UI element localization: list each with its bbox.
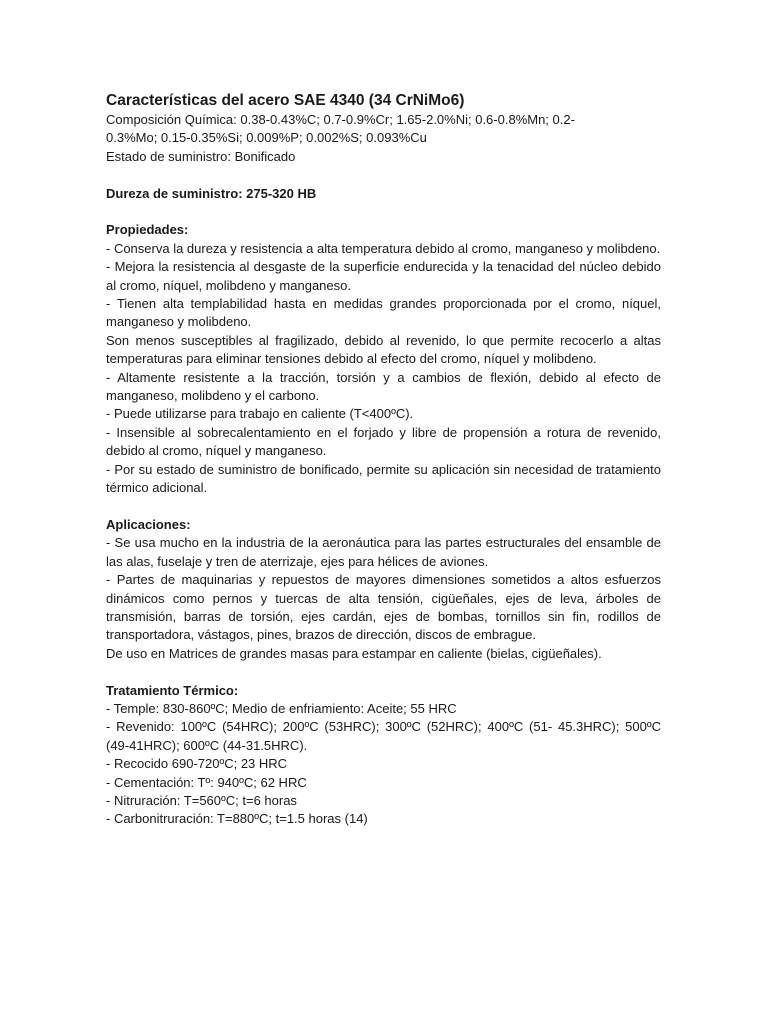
composition-line-2: 0.3%Mo; 0.15-0.35%Si; 0.009%P; 0.002%S; 0.093%Cu [106, 130, 427, 146]
heat-treatment-item: - Carbonitruración: T=880ºC; t=1.5 horas (14) [106, 811, 368, 827]
applications-heading: Aplicaciones: [106, 516, 191, 532]
property-item: - Insensible al sobrecalentamiento en el forjado y libre de propensión a rotura de revenido, debido al cromo, níquel y manganeso. [106, 424, 661, 459]
spacer [106, 203, 661, 221]
supply-state: Estado de suministro: Bonificado [106, 148, 296, 164]
property-item: - Mejora la resistencia al desgaste de la superficie endurecida y la tenacidad del núcleo debido al cromo, níquel, molibdeno y manganeso. [106, 259, 661, 293]
properties-heading: Propiedades: [106, 222, 189, 238]
property-item: Son menos susceptibles al fragilizado, debido al revenido, lo que permite recocerlo a altas temperaturas para eliminar tensiones debido al efecto del cromo, níquel y molibdeno. [106, 332, 661, 367]
spacer [106, 663, 661, 681]
heat-treatment-item: - Nitruración: T=560ºC; t=6 horas [106, 792, 297, 808]
composition-line-1: Composición Química: 0.38-0.43%C; 0.7-0.9%Cr; 1.65-2.0%Ni; 0.6-0.8%Mn; 0.2- [106, 112, 575, 127]
application-item: - Partes de maquinarias y repuestos de mayores dimensiones sometidos a altos esfuerzos dinámicos como pernos y tuercas de alta tensión, cigüeñales, ejes de leva, árboles de transmisión, barras de torsión, ejes cardán, ejes de bombas, tornillos sin fin, rodillos de transportadora, vástagos, pines, brazos de dirección, discos de embrague. [106, 572, 661, 643]
property-item: - Tienen alta templabilidad hasta en medidas grandes proporcionada por el cromo, níquel, manganeso y molibdeno. [106, 296, 661, 330]
spacer [106, 498, 661, 516]
spacer [106, 166, 661, 184]
application-item: - Se usa mucho en la industria de la aeronáutica para las partes estructurales del ensamble de las alas, fuselaje y tren de aterrizaje, ejes para hélices de aviones. [106, 535, 661, 569]
property-item: - Por su estado de suministro de bonificado, permite su aplicación sin necesidad de tratamiento térmico adicional. [106, 461, 661, 496]
document-title: Características del acero SAE 4340 (34 CrNiMo6) [106, 92, 465, 109]
property-item: - Conserva la dureza y resistencia a alta temperatura debido al cromo, manganeso y molibdeno. [106, 240, 661, 256]
supply-hardness: Dureza de suministro: 275-320 HB [106, 185, 317, 201]
heat-treatment-item: - Recocido 690-720ºC; 23 HRC [106, 756, 288, 772]
document-page [106, 90, 661, 829]
heat-treatment-heading: Tratamiento Térmico: [106, 682, 239, 698]
heat-treatment-item: - Cementación: Tº: 940ºC; 62 HRC [106, 774, 307, 790]
heat-treatment-item: - Revenido: 100ºC (54HRC); 200ºC (53HRC); 300ºC (52HRC); 400ºC (51- 45.3HRC); 500ºC (49-41HRC); 600ºC (44-31.5HRC). [106, 719, 661, 753]
property-item: - Altamente resistente a la tracción, torsión y a cambios de flexión, debido al efecto de manganeso, molibdeno y el carbono. [106, 369, 661, 404]
heat-treatment-item: - Temple: 830-860ºC; Medio de enfriamiento: Aceite; 55 HRC [106, 700, 457, 716]
application-item: De uso en Matrices de grandes masas para estampar en caliente (bielas, cigüeñales). [106, 645, 602, 661]
property-item: - Puede utilizarse para trabajo en caliente (T<400ºC). [106, 406, 414, 422]
